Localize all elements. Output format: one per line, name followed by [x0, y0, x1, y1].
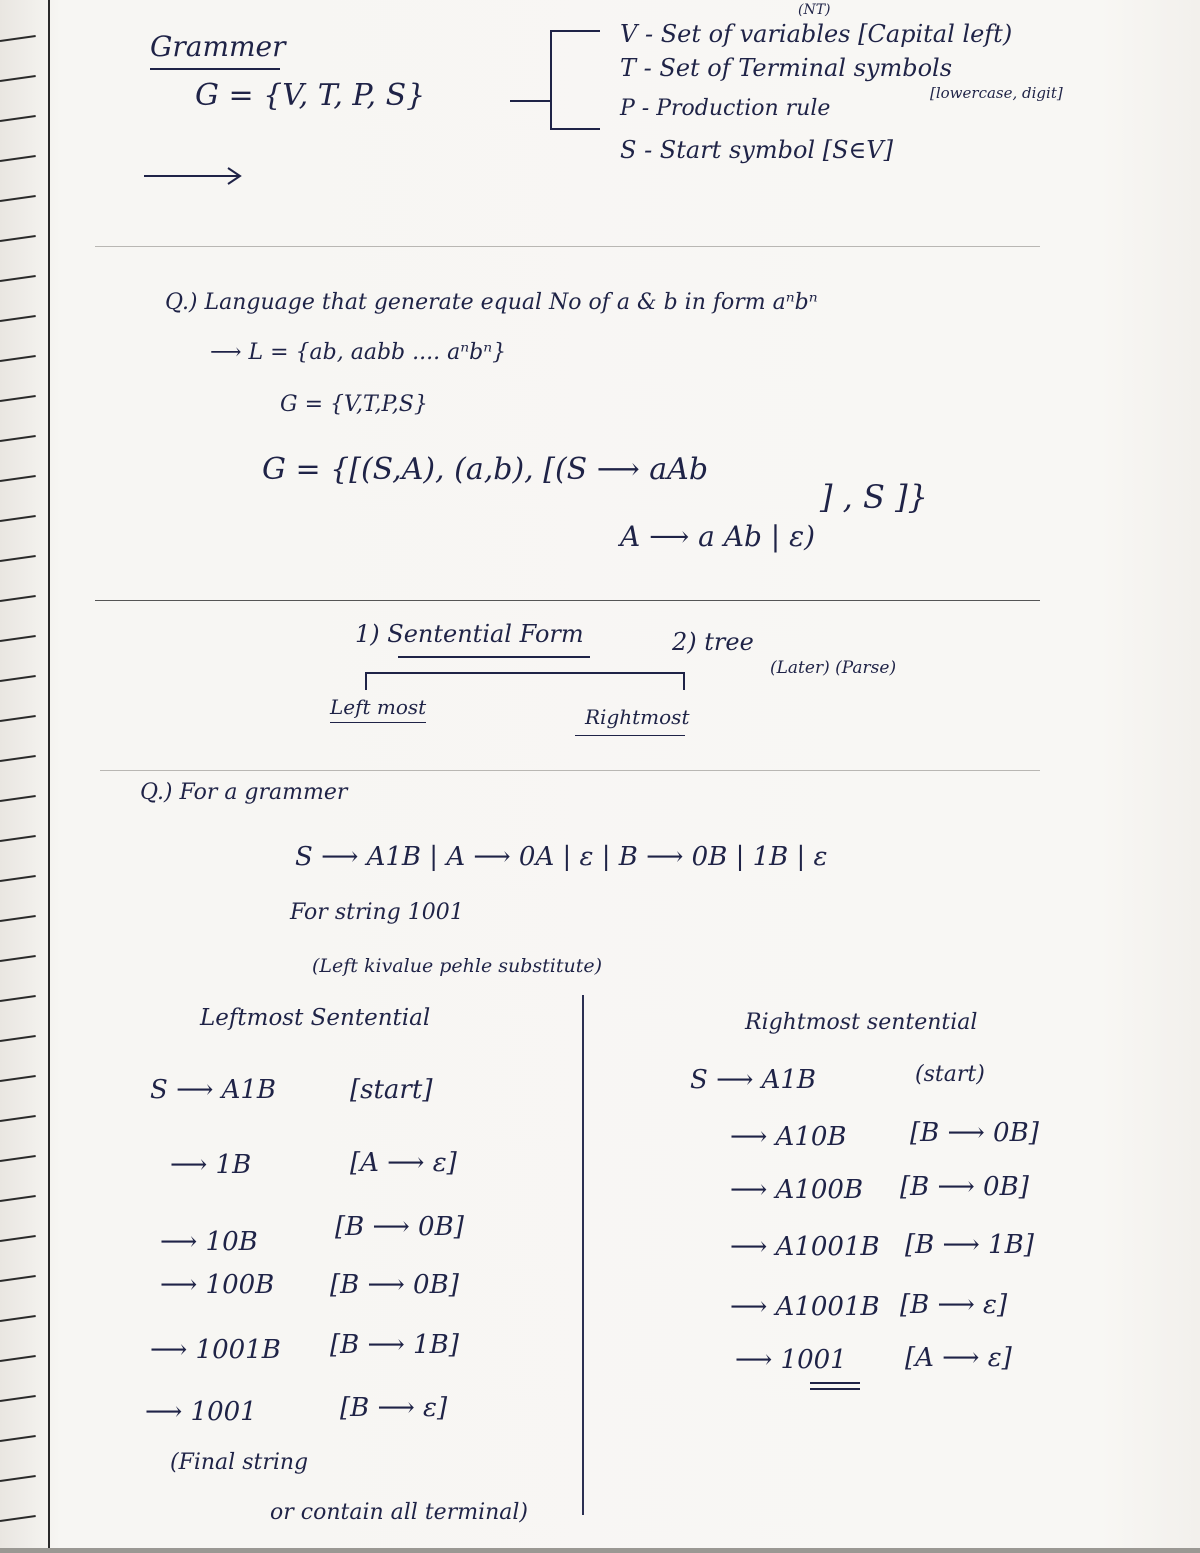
leftmost-rule: [B ⟶ ε] — [340, 1393, 448, 1423]
q2-grammar: S ⟶ A1B | A ⟶ 0A | ε | B ⟶ 0B | 1B | ε — [295, 842, 828, 872]
sentential-underline — [398, 656, 590, 658]
final-note-line1: (Final string — [170, 1450, 309, 1475]
leftmost-rule: [B ⟶ 0B] — [335, 1212, 464, 1242]
leftmost-step: ⟶ 10B — [160, 1227, 258, 1257]
rightmost-rule: (start) — [915, 1062, 985, 1087]
rightmost-rule: [A ⟶ ε] — [905, 1343, 1012, 1373]
q1-question: Q.) Language that generate equal No of a & b in form aⁿbⁿ — [165, 290, 818, 315]
rightmost-step: S ⟶ A1B — [690, 1065, 817, 1095]
forms-leftmost: Left most — [330, 695, 427, 719]
leftmost-heading: Leftmost Sentential — [200, 1005, 431, 1031]
q1-language: ⟶ L = {ab, aabb .... aⁿbⁿ} — [210, 340, 507, 365]
bracket-top — [550, 30, 600, 32]
bracket-bottom — [550, 128, 600, 130]
rightmost-step: ⟶ A1001B — [730, 1232, 880, 1262]
leftmost-rule: [B ⟶ 1B] — [330, 1330, 459, 1360]
rightmost-step: ⟶ A100B — [730, 1175, 864, 1205]
divider-3 — [100, 770, 1040, 771]
rightmost-rule: [B ⟶ 1B] — [905, 1230, 1034, 1260]
q2-for-string: For string 1001 — [290, 900, 464, 925]
final-underline-2 — [810, 1388, 860, 1390]
leftmost-rule: [start] — [350, 1075, 433, 1105]
leftmost-step: ⟶ 1B — [170, 1150, 252, 1180]
q1-g-expanded: G = {[(S,A), (a,b), [(S ⟶ aAb — [262, 452, 709, 487]
forms-rightmost: Rightmost — [585, 705, 690, 729]
q2-question: Q.) For a grammer — [140, 780, 348, 805]
def-p: P - Production rule — [620, 96, 831, 121]
arrow-icon — [140, 160, 250, 190]
q1-g-tuple: G = {V,T,P,S} — [280, 392, 428, 417]
final-underline-1 — [810, 1382, 860, 1384]
rightmost-step: ⟶ 1001 — [735, 1345, 847, 1375]
rightmost-underline — [575, 735, 685, 736]
rightmost-step: ⟶ A1001B — [730, 1292, 880, 1322]
divider-2 — [95, 600, 1040, 601]
def-t: T - Set of Terminal symbols — [620, 54, 953, 82]
bracket-vertical — [550, 30, 552, 130]
rightmost-rule: [B ⟶ 0B] — [910, 1118, 1039, 1148]
split-right-tick — [683, 672, 685, 690]
grammar-tuple: G = {V, T, P, S} — [195, 78, 426, 113]
nt-note: (NT) — [798, 2, 831, 18]
q1-production-2: A ⟶ a Ab | ε) — [620, 520, 816, 553]
divider-1 — [95, 246, 1040, 247]
forms-sentential: 1) Sentential Form — [355, 620, 584, 648]
split-bracket — [365, 672, 685, 674]
leftmost-step: ⟶ 1001 — [145, 1397, 257, 1427]
forms-tree-note: (Later) (Parse) — [770, 658, 897, 678]
notebook-binding — [0, 0, 50, 1553]
page-edge — [0, 1548, 1200, 1553]
rightmost-heading: Rightmost sentential — [745, 1010, 978, 1035]
forms-tree: 2) tree — [672, 628, 754, 656]
q2-note: (Left kivalue pehle substitute) — [312, 955, 603, 977]
def-s: S - Start symbol [S∈V] — [620, 136, 893, 164]
grammar-title: Grammer — [150, 30, 286, 63]
leftmost-rule: [A ⟶ ε] — [350, 1148, 457, 1178]
rightmost-rule: [B ⟶ ε] — [900, 1290, 1008, 1320]
leftmost-step: ⟶ 100B — [160, 1270, 275, 1300]
leftmost-step: ⟶ 1001B — [150, 1335, 281, 1365]
final-note-line2: or contain all terminal) — [270, 1500, 529, 1525]
title-underline — [150, 68, 280, 70]
connector-line — [510, 100, 550, 102]
def-v: V - Set of variables [Capital left) — [620, 20, 1013, 48]
q1-close: ] , S ]} — [820, 478, 928, 516]
leftmost-rule: [B ⟶ 0B] — [330, 1270, 459, 1300]
leftmost-step: S ⟶ A1B — [150, 1075, 277, 1105]
def-t-note: [lowercase, digit] — [930, 84, 1063, 102]
rightmost-step: ⟶ A10B — [730, 1122, 847, 1152]
column-divider — [582, 995, 584, 1515]
split-left-tick — [365, 672, 367, 690]
rightmost-rule: [B ⟶ 0B] — [900, 1172, 1029, 1202]
leftmost-underline — [330, 722, 426, 723]
